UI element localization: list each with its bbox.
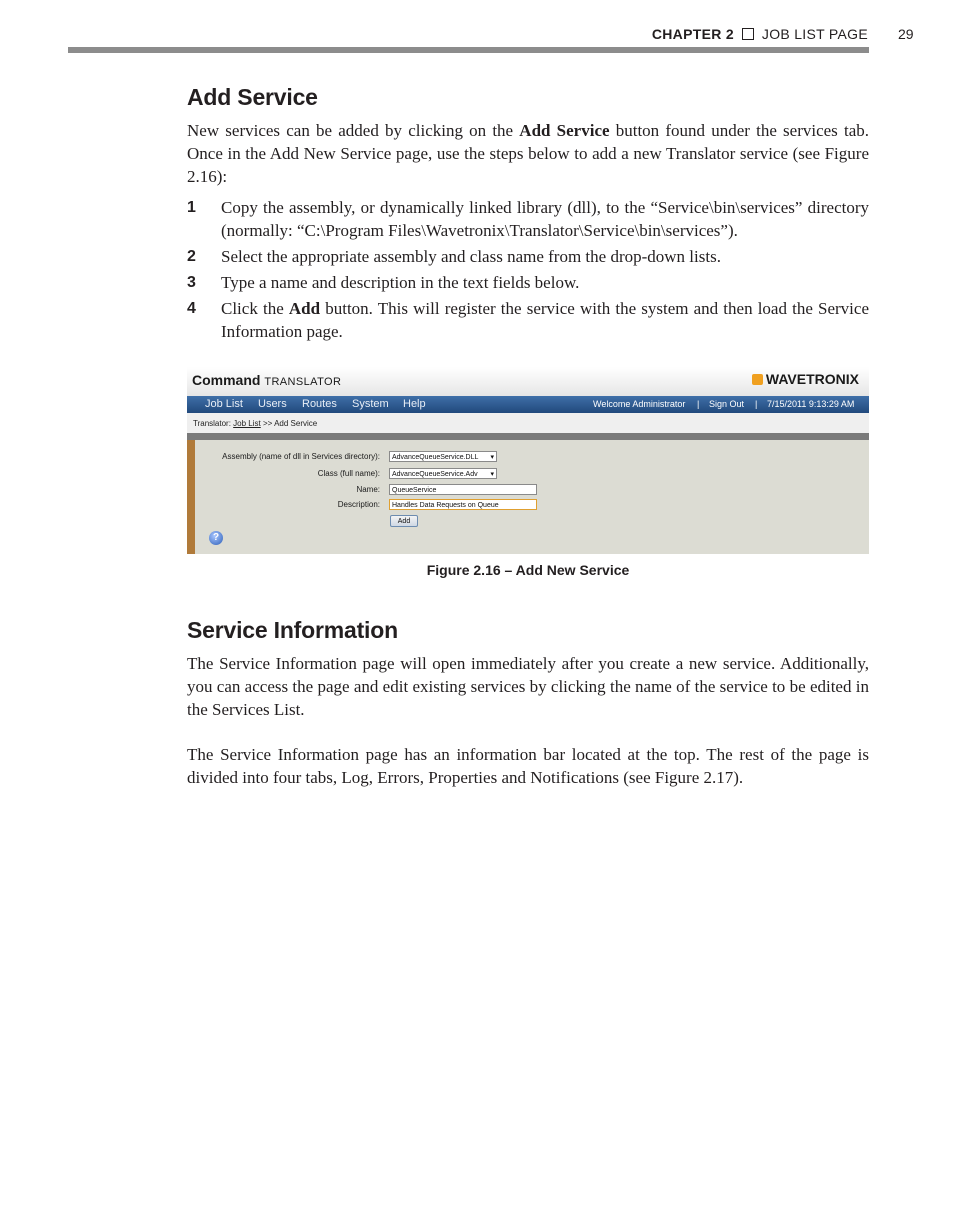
- nav-item-routes[interactable]: Routes: [302, 398, 337, 410]
- step-number: 1: [187, 199, 196, 216]
- chevron-down-icon: ▾: [490, 471, 494, 478]
- add-service-heading: Add Service: [187, 84, 318, 110]
- list-item: [187, 245, 869, 268]
- datetime-text: 7/15/2011 9:13:29 AM: [767, 399, 855, 409]
- nav-separator: |: [755, 399, 758, 409]
- nav-item-system[interactable]: System: [352, 398, 389, 410]
- step-text: Select the appropriate assembly and class name from the drop-down lists.: [221, 247, 721, 266]
- step-text: Click the: [221, 299, 289, 318]
- name-label: Name:: [356, 485, 380, 494]
- running-header: [68, 26, 868, 42]
- add-button[interactable]: Add: [390, 515, 418, 527]
- list-item: [187, 196, 869, 242]
- chevron-down-icon: ▾: [490, 454, 494, 461]
- add-service-form: [195, 440, 869, 554]
- app-title-bold: Command: [192, 372, 261, 388]
- header-rule: [68, 47, 869, 53]
- description-label: Description:: [337, 500, 380, 509]
- help-icon[interactable]: ?: [209, 531, 223, 545]
- class-select[interactable]: [389, 468, 497, 479]
- step-number: 4: [187, 300, 196, 317]
- class-select-value: AdvanceQueueService.Adv: [392, 471, 478, 478]
- section-label: JOB LIST PAGE: [761, 26, 868, 42]
- step-bold-text: Add: [288, 299, 321, 318]
- welcome-text: Welcome Administrator: [593, 399, 686, 409]
- form-top-bar: [187, 433, 869, 440]
- chapter-label: CHAPTER 2: [651, 26, 734, 42]
- service-info-para-2: The Service Information page has an information bar located at the top. The rest of the page is divided into four tabs, Log, Errors, Properties and Notifications (see Figure 2.17).: [187, 745, 869, 787]
- step-text: Copy the assembly, or dynamically linked library (dll), to the “Service\bin\services” directory (normally: “C:\Program Files\Wavetronix\Translator\Service\bin\services”).: [221, 198, 869, 240]
- breadcrumb-text: [193, 419, 317, 428]
- wavetronix-logo: [752, 371, 859, 387]
- step-number: 3: [187, 274, 196, 291]
- square-separator-icon: [742, 28, 754, 40]
- nav-item-job-list[interactable]: Job List: [205, 398, 243, 410]
- figure-screenshot: [187, 367, 869, 554]
- intro-bold-text: Add Service: [519, 121, 610, 140]
- list-item: [187, 297, 869, 343]
- logo-mark-icon: [752, 374, 763, 385]
- step-text-end: button. This will register the service with the system and then load the Service Information page.: [221, 299, 869, 341]
- page-number: 29: [898, 26, 914, 42]
- class-label: Class (full name):: [317, 469, 380, 478]
- service-info-heading: Service Information: [187, 617, 398, 643]
- app-title-sub: TRANSLATOR: [264, 376, 342, 388]
- breadcrumb: [187, 413, 869, 433]
- add-service-section: [187, 84, 869, 346]
- sign-out-link[interactable]: Sign Out: [709, 399, 745, 409]
- intro-text: New services can be added by clicking on the: [187, 121, 520, 140]
- app-header: [187, 367, 869, 396]
- figure-caption: Figure 2.16 – Add New Service: [426, 562, 630, 578]
- name-input[interactable]: QueueService: [389, 484, 537, 495]
- nav-item-users[interactable]: Users: [258, 398, 287, 410]
- step-text: Type a name and description in the text fields below.: [221, 273, 580, 292]
- steps-list: [187, 196, 869, 343]
- logo-text: WAVETRONIX: [765, 371, 859, 387]
- assembly-label: Assembly (name of dll in Services directory):: [222, 452, 380, 461]
- description-input[interactable]: Handles Data Requests on Queue: [389, 499, 537, 510]
- list-item: [187, 271, 869, 294]
- add-service-intro: [187, 119, 869, 188]
- nav-item-help[interactable]: Help: [403, 398, 426, 410]
- form-left-border: [187, 440, 195, 554]
- app-title: [192, 372, 341, 388]
- breadcrumb-job-list-link[interactable]: Job List: [233, 419, 261, 428]
- assembly-select-value: AdvanceQueueService.DLL: [392, 454, 479, 461]
- service-info-para-1: The Service Information page will open immediately after you create a new service. Additionally, you can access the page and edit existing services by clicking the name of the service to be edited in the Services List.: [187, 654, 869, 719]
- service-info-section: [187, 617, 869, 789]
- nav-separator: |: [697, 399, 700, 409]
- breadcrumb-prefix: Translator:: [193, 419, 234, 428]
- breadcrumb-suffix: >> Add Service: [260, 419, 318, 428]
- intro-text-end: button found under the services tab. Once in the Add New Service page, use the steps below to add a new Translator service (see Figure 2.16):: [187, 121, 870, 186]
- step-number: 2: [187, 248, 196, 265]
- assembly-select[interactable]: [389, 451, 497, 462]
- nav-bar: [187, 396, 869, 413]
